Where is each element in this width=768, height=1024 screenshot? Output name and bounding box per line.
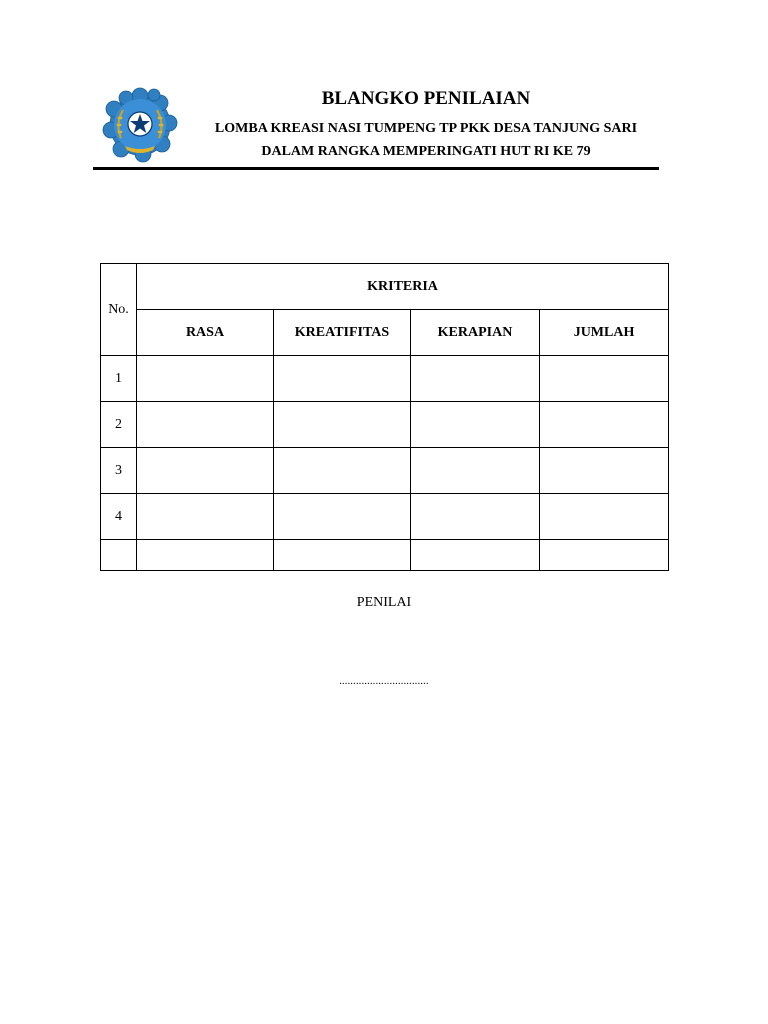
score-cell-kerapian[interactable] <box>411 448 540 494</box>
document-subtitle-line-2: DALAM RANGKA MEMPERINGATI HUT RI KE 79 <box>261 144 591 159</box>
header-rule <box>93 167 659 170</box>
score-cell-kreatifitas[interactable] <box>274 540 411 571</box>
column-header-kreatifitas: KREATIFITAS <box>274 310 411 356</box>
no-column-header: No. <box>101 264 137 356</box>
score-cell-jumlah[interactable] <box>540 540 669 571</box>
row-number <box>101 540 137 571</box>
table-row <box>101 356 669 402</box>
score-cell-kerapian[interactable] <box>411 540 540 571</box>
score-cell-rasa[interactable] <box>137 356 274 402</box>
score-cell-rasa[interactable] <box>137 494 274 540</box>
document-title: BLANGKO PENILAIAN <box>321 88 531 109</box>
row-number: 4 <box>101 494 137 540</box>
score-cell-kerapian[interactable] <box>411 402 540 448</box>
column-header-kerapian: KERAPIAN <box>411 310 540 356</box>
pkk-emblem-icon <box>99 86 181 164</box>
column-header-rasa: RASA <box>137 310 274 356</box>
row-number: 3 <box>101 448 137 494</box>
score-cell-jumlah[interactable] <box>540 402 669 448</box>
row-number: 2 <box>101 402 137 448</box>
assessment-table <box>100 263 669 571</box>
score-cell-rasa[interactable] <box>137 402 274 448</box>
score-cell-kerapian[interactable] <box>411 494 540 540</box>
score-cell-kerapian[interactable] <box>411 356 540 402</box>
score-cell-jumlah[interactable] <box>540 356 669 402</box>
score-cell-kreatifitas[interactable] <box>274 402 411 448</box>
signer-label: PENILAI <box>356 595 412 610</box>
score-cell-jumlah[interactable] <box>540 448 669 494</box>
column-header-jumlah: JUMLAH <box>540 310 669 356</box>
score-cell-jumlah[interactable] <box>540 494 669 540</box>
score-cell-kreatifitas[interactable] <box>274 356 411 402</box>
kriteria-group-header: KRITERIA <box>137 264 669 310</box>
signature-line[interactable]: ................................ <box>339 676 429 687</box>
table-row <box>101 494 669 540</box>
table-row <box>101 448 669 494</box>
table-row <box>101 402 669 448</box>
score-cell-rasa[interactable] <box>137 448 274 494</box>
document-subtitle-line-1: LOMBA KREASI NASI TUMPENG TP PKK DESA TANJUNG SARI <box>214 121 638 136</box>
score-cell-kreatifitas[interactable] <box>274 448 411 494</box>
row-number: 1 <box>101 356 137 402</box>
score-cell-rasa[interactable] <box>137 540 274 571</box>
table-row <box>101 540 669 571</box>
score-cell-kreatifitas[interactable] <box>274 494 411 540</box>
